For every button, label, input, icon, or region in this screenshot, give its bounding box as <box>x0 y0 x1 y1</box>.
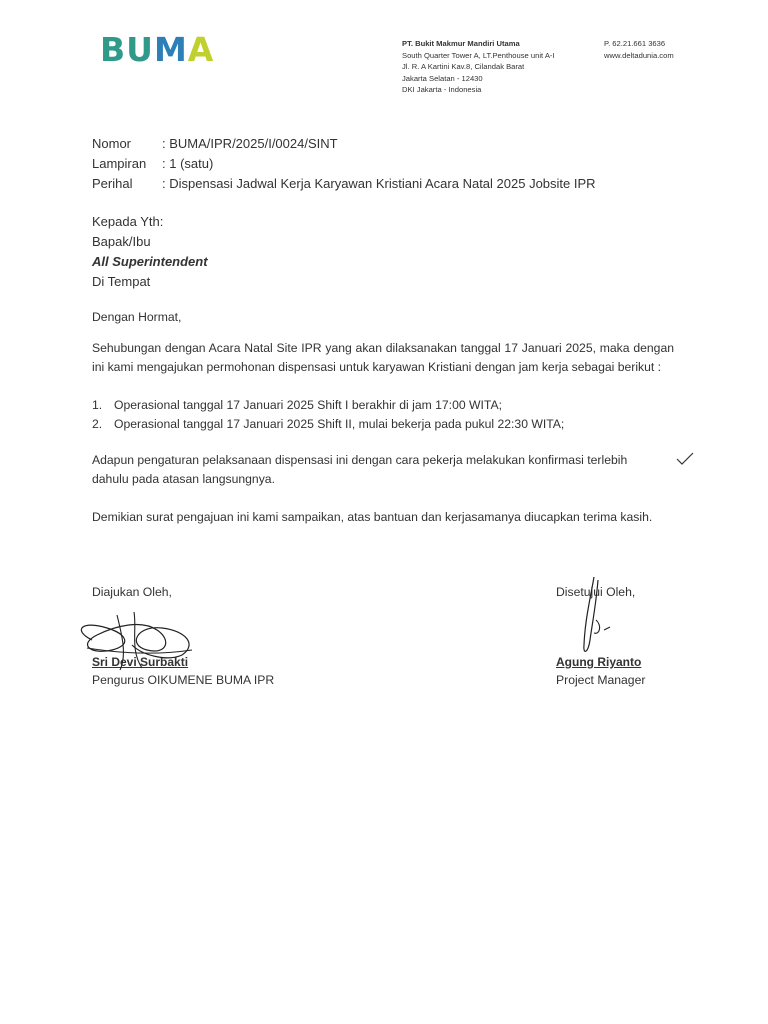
approver-title: Project Manager <box>556 673 646 687</box>
approved-by-label: Disetujui Oleh, <box>556 585 636 599</box>
phone-number: P. 62.21.661 3636 <box>604 39 666 48</box>
company-address <box>402 38 555 96</box>
nomor-value: : BUMA/IPR/2025/I/0024/SINT <box>162 136 338 151</box>
perihal-value: : Dispensasi Jadwal Kerja Karyawan Kristiani Acara Natal 2025 Jobsite IPR <box>162 176 596 191</box>
recipient-line-2: Bapak/Ibu <box>92 234 151 249</box>
company-name: PT. Bukit Makmur Mandiri Utama <box>402 39 520 48</box>
list-number: 2. <box>92 417 103 431</box>
recipient-line-3: All Superintendent <box>92 254 208 269</box>
handwritten-signature-right <box>570 575 630 665</box>
approver-name: Agung Riyanto <box>556 655 642 669</box>
nomor-label: Nomor <box>92 136 132 151</box>
handwritten-signature-left <box>72 600 202 675</box>
address-line-2: Jl. R. A Kartini Kav.8, Cilandak Barat <box>402 62 525 71</box>
lampiran-value: : 1 (satu) <box>162 156 214 171</box>
check-mark-icon <box>676 452 694 466</box>
website: www.deltadunia.com <box>604 50 674 60</box>
address-line-1: South Quarter Tower A, LT.Penthouse unit A-I <box>402 50 555 60</box>
paragraph-3: Demikian surat pengajuan ini kami sampaikan, atas bantuan dan kerjasamanya diucapkan terima kasih. <box>92 510 653 524</box>
paragraph-1: Sehubungan dengan Acara Natal Site IPR yang akan dilaksanakan tanggal 17 Januari 2025, maka dengan ini kami mengajukan permohonan dispensasi untuk karyawan Kristiani dengan jam kerja sebagai berikut : <box>92 341 674 374</box>
schedule-list <box>92 396 564 434</box>
logo-text-bu: BU <box>100 30 154 69</box>
list-item <box>92 415 564 434</box>
meta-row-perihal <box>92 174 596 194</box>
company-contact <box>604 38 674 61</box>
list-number: 1. <box>92 398 103 412</box>
perihal-label: Perihal <box>92 176 133 191</box>
buma-logo <box>100 32 214 68</box>
list-text: Operasional tanggal 17 Januari 2025 Shift II, mulai bekerja pada pukul 22:30 WITA; <box>114 417 565 431</box>
recipient-line-4: Di Tempat <box>92 274 151 289</box>
address-line-3: Jakarta Selatan - 12430 <box>402 73 483 83</box>
recipient-line-1: Kepada Yth: <box>92 214 164 229</box>
recipient-block <box>92 212 208 292</box>
lampiran-label: Lampiran <box>92 156 147 171</box>
meta-row-nomor <box>92 134 596 154</box>
list-text: Operasional tanggal 17 Januari 2025 Shift I berakhir di jam 17:00 WITA; <box>114 398 502 412</box>
logo-text-m: M <box>153 30 188 69</box>
meta-row-lampiran <box>92 154 596 174</box>
greeting: Dengan Hormat, <box>92 310 182 324</box>
submitter-title: Pengurus OIKUMENE BUMA IPR <box>92 673 275 687</box>
list-item <box>92 396 564 415</box>
letter-meta <box>92 134 596 194</box>
submitted-by-label: Diajukan Oleh, <box>92 585 172 599</box>
address-line-4: DKI Jakarta - Indonesia <box>402 85 482 94</box>
logo-text-a: A <box>187 30 215 69</box>
submitter-name: Sri Devi Surbakti <box>92 655 189 669</box>
paragraph-2: Adapun pengaturan pelaksanaan dispensasi ini dengan cara pekerja melakukan konfirmasi terlebih dahulu pada atasan langsungnya. <box>92 453 628 486</box>
